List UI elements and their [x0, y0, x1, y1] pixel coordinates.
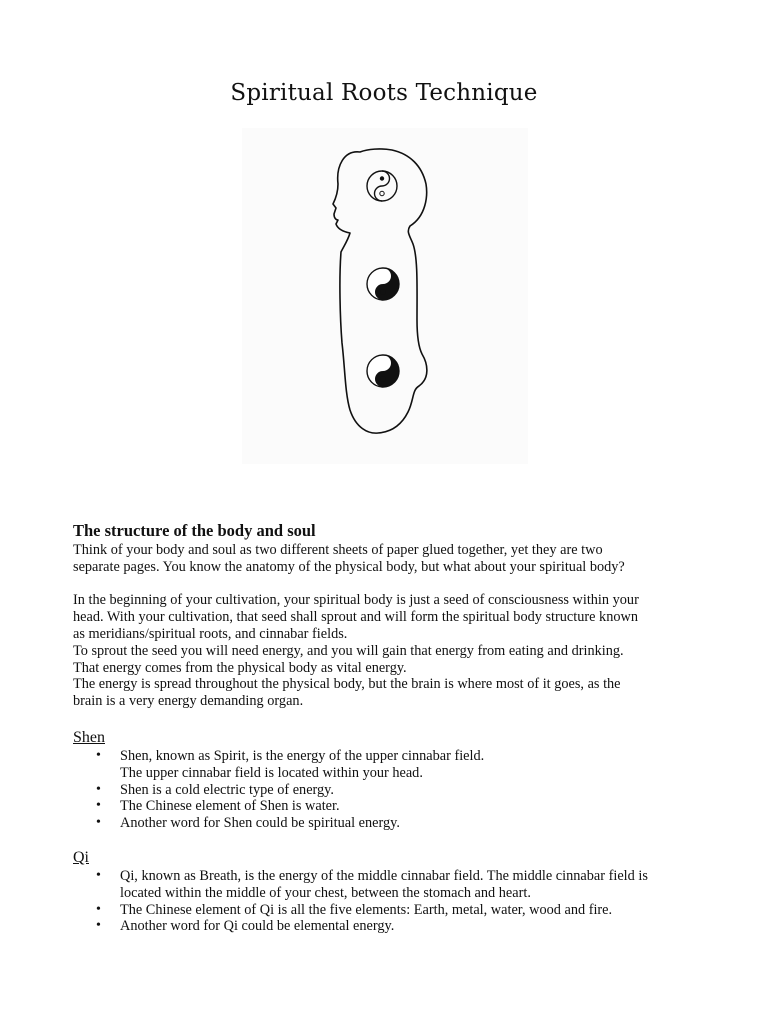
text-line: Think of your body and soul as two different sheets of paper glued together, yet they are two [73, 542, 603, 558]
bullet-icon: • [96, 747, 101, 763]
intro-paragraph [73, 542, 698, 576]
shen-heading: Shen [73, 728, 105, 746]
body-outline-drawing [242, 128, 528, 464]
cultivation-paragraph [73, 592, 698, 710]
text-line: head. With your cultivation, that seed shall sprout and will form the spiritual body structure known [73, 609, 638, 626]
bullet-icon: • [96, 798, 101, 814]
shen-list [73, 748, 698, 832]
bullet-icon: • [96, 815, 101, 831]
qi-heading: Qi [73, 848, 89, 866]
body-soul-illustration [242, 128, 528, 464]
qi-list [73, 868, 698, 935]
list-item: • The Chinese element of Qi is all the five elements: Earth, metal, water, wood and fire. [96, 901, 613, 918]
list-item: • Another word for Shen could be spiritual energy. [96, 815, 400, 832]
bullet-icon: • [96, 918, 101, 934]
page-title: Spiritual Roots Technique [230, 80, 538, 106]
yin-yang-lower-icon [367, 355, 399, 387]
text-line: In the beginning of your cultivation, your spiritual body is just a seed of consciousness within your [73, 592, 639, 609]
yin-yang-upper-icon [367, 171, 397, 201]
list-item: • Shen is a cold electric type of energy. [96, 781, 334, 798]
section-heading: The structure of the body and soul [73, 521, 316, 540]
main-content [73, 520, 698, 935]
list-item: • Shen, known as Spirit, is the energy of the upper cinnabar field. The upper cinnabar field is located within your head. [96, 747, 485, 781]
bullet-icon: • [96, 781, 101, 797]
text-line: The energy is spread throughout the physical body, but the brain is where most of it goes, as the [73, 676, 621, 693]
text-line: as meridians/spiritual roots, and cinnabar fields. [73, 625, 348, 642]
list-item: • Qi, known as Breath, is the energy of the middle cinnabar field. The middle cinnabar field is located within the middle of your chest, between the stomach and heart. [96, 867, 648, 901]
yin-yang-middle-icon [367, 268, 399, 300]
list-item: • Another word for Qi could be elemental energy. [96, 918, 395, 935]
text-line: brain is a very energy demanding organ. [73, 693, 304, 710]
bullet-icon: • [96, 867, 101, 883]
text-line: That energy comes from the physical body as vital energy. [73, 659, 407, 676]
list-item: • The Chinese element of Shen is water. [96, 798, 340, 815]
bullet-icon: • [96, 901, 101, 917]
text-line: separate pages. You know the anatomy of the physical body, but what about your spiritual body? [73, 558, 625, 575]
text-line: To sprout the seed you will need energy, and you will gain that energy from eating and drinking. [73, 642, 624, 659]
